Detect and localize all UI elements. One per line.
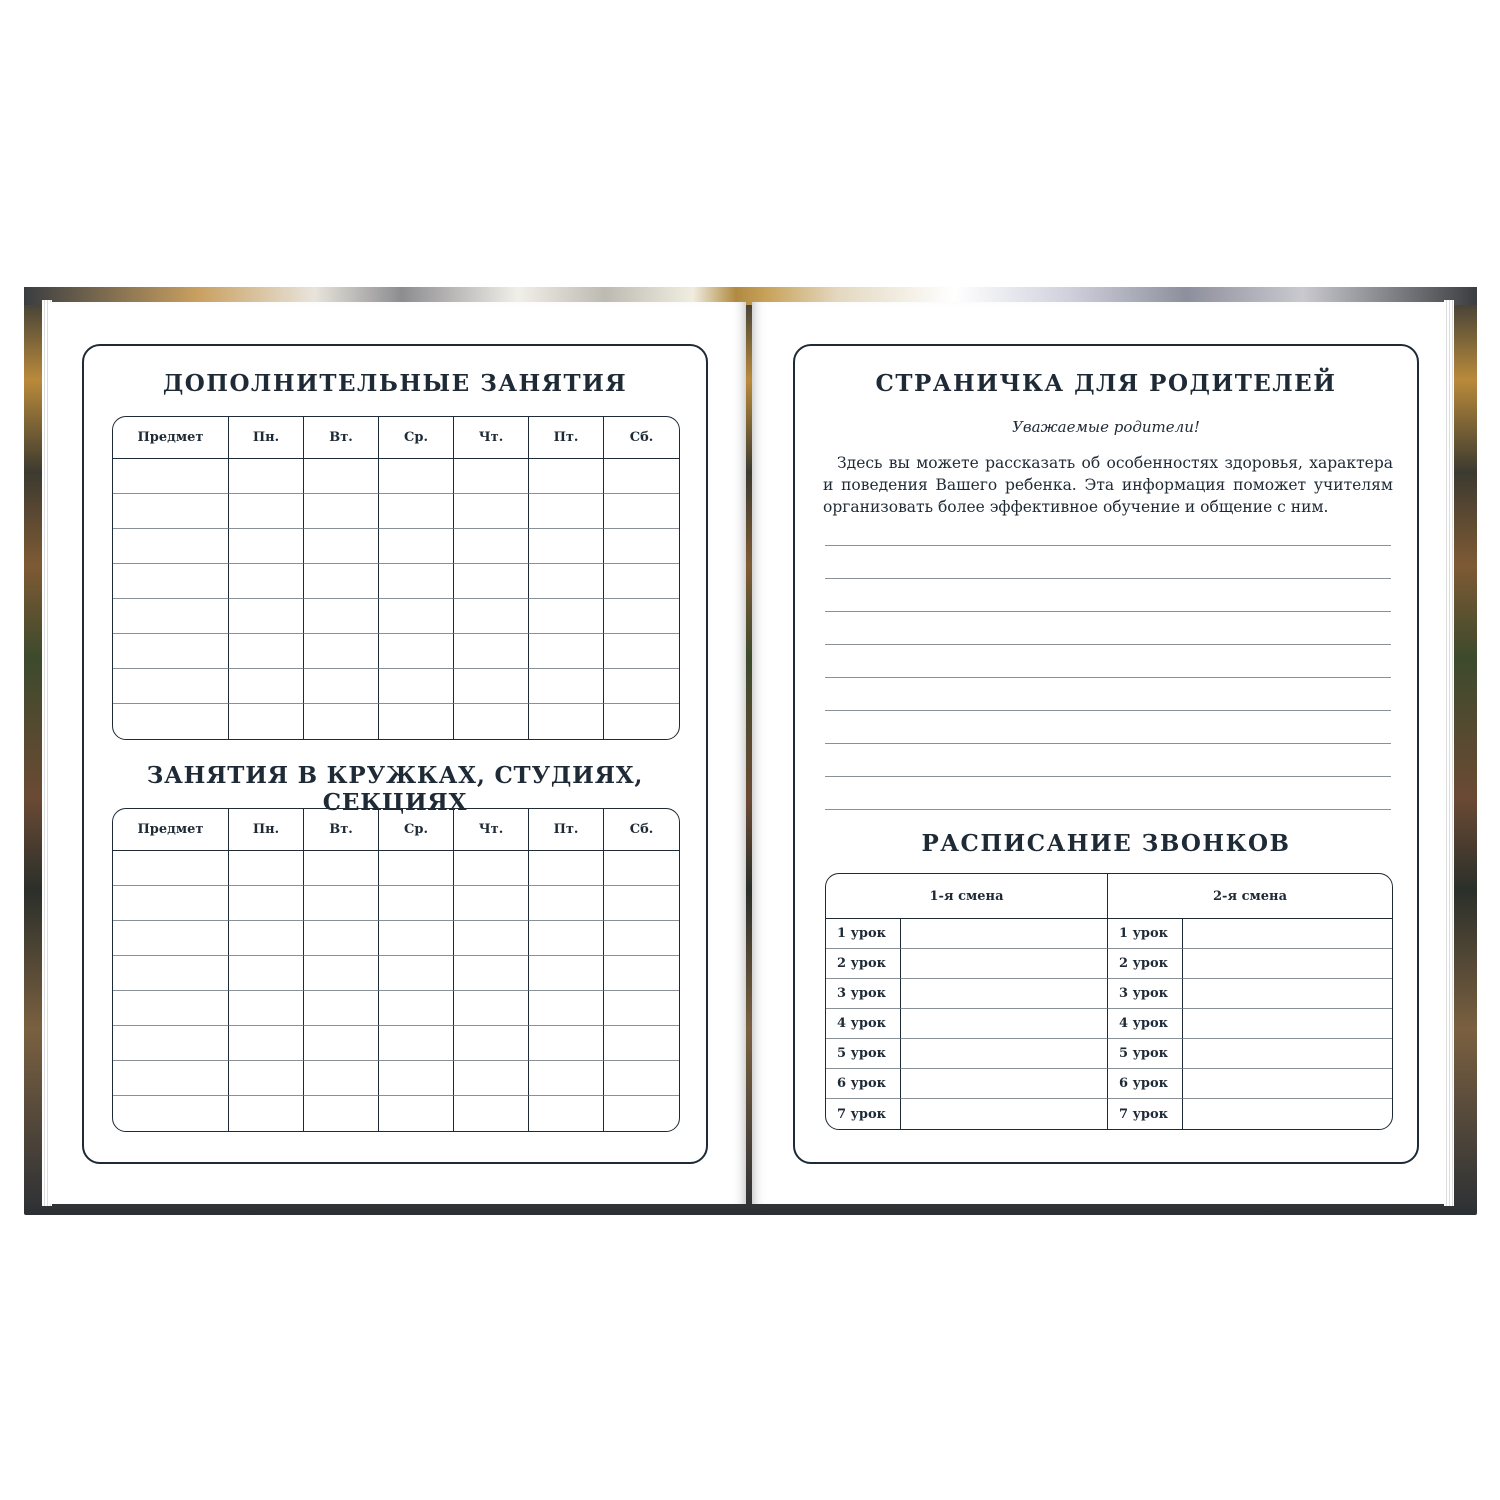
left-panel: [82, 344, 708, 1164]
table-cell[interactable]: [454, 494, 529, 529]
lesson-time-cell[interactable]: [901, 949, 1108, 979]
column-header: Ср.: [379, 417, 454, 459]
table-cell[interactable]: [454, 1026, 529, 1061]
writing-line[interactable]: [825, 743, 1391, 744]
lesson-row: [826, 1099, 1392, 1129]
table-cell[interactable]: [529, 704, 604, 739]
table-cell[interactable]: [604, 564, 679, 599]
parents-greeting: Уважаемые родители!: [1012, 418, 1200, 436]
table-row: [113, 599, 679, 634]
table-cell[interactable]: [529, 459, 604, 494]
table-row: [113, 1096, 679, 1131]
table-cell[interactable]: [529, 1061, 604, 1096]
writing-line[interactable]: [825, 545, 1391, 546]
table-cell[interactable]: [454, 991, 529, 1026]
table-cell[interactable]: [113, 1061, 229, 1096]
table-cell[interactable]: [113, 634, 229, 669]
column-header: Ср.: [379, 809, 454, 851]
lesson-label: 4 урок: [1108, 1009, 1183, 1039]
table-cell[interactable]: [113, 669, 229, 704]
lesson-time-cell[interactable]: [1183, 1009, 1392, 1039]
lesson-time-cell[interactable]: [1183, 979, 1392, 1009]
table-cell[interactable]: [113, 991, 229, 1026]
shift1-header: 1-я смена: [826, 874, 1108, 919]
lesson-label: 5 урок: [1108, 1039, 1183, 1069]
table-cell[interactable]: [304, 1096, 379, 1131]
column-header: Предмет: [113, 417, 229, 459]
lesson-time-cell[interactable]: [901, 1099, 1108, 1129]
column-header: Пн.: [229, 809, 304, 851]
table-cell[interactable]: [304, 851, 379, 886]
table-cell[interactable]: [529, 851, 604, 886]
writing-line[interactable]: [825, 710, 1391, 711]
table-cell[interactable]: [529, 599, 604, 634]
lesson-label: 1 урок: [1108, 919, 1183, 949]
table-cell[interactable]: [529, 921, 604, 956]
table-cell[interactable]: [379, 921, 454, 956]
column-header: Пт.: [529, 417, 604, 459]
shift2-header: 2-я смена: [1108, 874, 1392, 919]
lesson-time-cell[interactable]: [1183, 1069, 1392, 1099]
table-cell[interactable]: [113, 704, 229, 739]
lesson-label: 4 урок: [826, 1009, 901, 1039]
lesson-label: 3 урок: [1108, 979, 1183, 1009]
lesson-label: 3 урок: [826, 979, 901, 1009]
lesson-label: 2 урок: [1108, 949, 1183, 979]
table-cell[interactable]: [454, 564, 529, 599]
table-cell[interactable]: [529, 1096, 604, 1131]
table-cell[interactable]: [604, 634, 679, 669]
table-cell[interactable]: [113, 1096, 229, 1131]
table-cell[interactable]: [604, 956, 679, 991]
table-row: [113, 564, 679, 599]
lesson-row: [826, 979, 1392, 1009]
table-cell[interactable]: [229, 991, 304, 1026]
table-row: [113, 634, 679, 669]
lesson-row: [826, 1039, 1392, 1069]
table-cell[interactable]: [604, 704, 679, 739]
table-cell[interactable]: [229, 634, 304, 669]
column-header: Вт.: [304, 809, 379, 851]
column-header: Чт.: [454, 809, 529, 851]
table-cell[interactable]: [113, 851, 229, 886]
table-cell[interactable]: [229, 1026, 304, 1061]
table-cell[interactable]: [454, 921, 529, 956]
table-cell[interactable]: [529, 956, 604, 991]
extra-classes-table: [112, 416, 680, 740]
table-cell[interactable]: [604, 529, 679, 564]
table-cell[interactable]: [379, 459, 454, 494]
lesson-label: 2 урок: [826, 949, 901, 979]
lesson-time-cell[interactable]: [901, 919, 1108, 949]
table-cell[interactable]: [304, 1061, 379, 1096]
lesson-time-cell[interactable]: [1183, 919, 1392, 949]
lesson-time-cell[interactable]: [901, 1009, 1108, 1039]
table-cell[interactable]: [379, 1096, 454, 1131]
right-panel: [793, 344, 1419, 1164]
table-cell[interactable]: [229, 1096, 304, 1131]
column-header: Чт.: [454, 417, 529, 459]
table-cell[interactable]: [379, 564, 454, 599]
table-cell[interactable]: [113, 599, 229, 634]
table-cell[interactable]: [454, 1061, 529, 1096]
table-row: [113, 1061, 679, 1096]
table-cell[interactable]: [379, 1026, 454, 1061]
table-cell[interactable]: [529, 494, 604, 529]
table-cell[interactable]: [304, 529, 379, 564]
table-cell[interactable]: [304, 1026, 379, 1061]
table-cell[interactable]: [454, 669, 529, 704]
table-cell[interactable]: [229, 1061, 304, 1096]
table-cell[interactable]: [604, 669, 679, 704]
table-cell[interactable]: [113, 529, 229, 564]
table-row: [113, 1026, 679, 1061]
table-cell[interactable]: [379, 851, 454, 886]
table-cell[interactable]: [304, 634, 379, 669]
table-cell[interactable]: [454, 599, 529, 634]
table-cell[interactable]: [529, 991, 604, 1026]
table-row: [113, 851, 679, 886]
lesson-label: 7 урок: [1108, 1099, 1183, 1129]
table-cell[interactable]: [604, 991, 679, 1026]
table-cell[interactable]: [379, 599, 454, 634]
lesson-row: [826, 949, 1392, 979]
writing-line[interactable]: [825, 776, 1391, 777]
table-cell[interactable]: [229, 956, 304, 991]
extra-classes-title: ДОПОЛНИТЕЛЬНЫЕ ЗАНЯТИЯ: [162, 370, 628, 397]
writing-line[interactable]: [825, 809, 1391, 810]
parents-page-title: СТРАНИЧКА ДЛЯ РОДИТЕЛЕЙ: [875, 370, 1337, 397]
table-cell[interactable]: [304, 991, 379, 1026]
table-cell[interactable]: [229, 851, 304, 886]
table-cell[interactable]: [304, 494, 379, 529]
lesson-time-cell[interactable]: [901, 1039, 1108, 1069]
lesson-time-cell[interactable]: [1183, 949, 1392, 979]
table-cell[interactable]: [229, 599, 304, 634]
column-header: Пт.: [529, 809, 604, 851]
table-cell[interactable]: [454, 704, 529, 739]
table-cell[interactable]: [529, 564, 604, 599]
lesson-row: [826, 919, 1392, 949]
table-cell[interactable]: [304, 956, 379, 991]
table-cell[interactable]: [113, 459, 229, 494]
table-cell[interactable]: [604, 599, 679, 634]
writing-line[interactable]: [825, 578, 1391, 579]
table-cell[interactable]: [529, 886, 604, 921]
bell-schedule-table: [825, 873, 1393, 1130]
table-cell[interactable]: [379, 704, 454, 739]
table-cell[interactable]: [529, 669, 604, 704]
table-cell[interactable]: [604, 459, 679, 494]
table-cell[interactable]: [379, 886, 454, 921]
table-cell[interactable]: [529, 634, 604, 669]
table-cell[interactable]: [229, 669, 304, 704]
lesson-label: 5 урок: [826, 1039, 901, 1069]
writing-line[interactable]: [825, 644, 1391, 645]
table-cell[interactable]: [229, 564, 304, 599]
table-cell[interactable]: [113, 956, 229, 991]
table-cell[interactable]: [229, 921, 304, 956]
table-cell[interactable]: [379, 494, 454, 529]
bell-schedule-title: РАСПИСАНИЕ ЗВОНКОВ: [921, 830, 1291, 857]
column-header: Сб.: [604, 417, 679, 459]
table-row: [113, 921, 679, 956]
lesson-time-cell[interactable]: [1183, 1099, 1392, 1129]
table-cell[interactable]: [379, 956, 454, 991]
table-cell[interactable]: [454, 529, 529, 564]
table-cell[interactable]: [304, 459, 379, 494]
table-cell[interactable]: [304, 704, 379, 739]
table-cell[interactable]: [604, 1096, 679, 1131]
table-cell[interactable]: [113, 494, 229, 529]
table-cell[interactable]: [229, 704, 304, 739]
lesson-row: [826, 1069, 1392, 1099]
table-cell[interactable]: [604, 921, 679, 956]
table-cell[interactable]: [604, 494, 679, 529]
writing-line[interactable]: [825, 677, 1391, 678]
lesson-row: [826, 1009, 1392, 1039]
column-header: Предмет: [113, 809, 229, 851]
lesson-label: 6 урок: [1108, 1069, 1183, 1099]
lesson-label: 7 урок: [826, 1099, 901, 1129]
table-row: [113, 459, 679, 494]
table-cell[interactable]: [304, 564, 379, 599]
table-cell[interactable]: [229, 459, 304, 494]
table-cell[interactable]: [113, 886, 229, 921]
table-cell[interactable]: [379, 991, 454, 1026]
table-cell[interactable]: [113, 1026, 229, 1061]
table-row: [113, 886, 679, 921]
table-cell[interactable]: [304, 599, 379, 634]
table-cell[interactable]: [529, 529, 604, 564]
column-header: Сб.: [604, 809, 679, 851]
table-cell[interactable]: [454, 851, 529, 886]
table-cell[interactable]: [113, 921, 229, 956]
lesson-time-cell[interactable]: [901, 979, 1108, 1009]
table-cell[interactable]: [304, 669, 379, 704]
table-cell[interactable]: [229, 886, 304, 921]
column-header: Вт.: [304, 417, 379, 459]
table-cell[interactable]: [604, 1061, 679, 1096]
lesson-time-cell[interactable]: [1183, 1039, 1392, 1069]
table-cell[interactable]: [113, 564, 229, 599]
table-cell[interactable]: [454, 634, 529, 669]
table-cell[interactable]: [454, 459, 529, 494]
table-cell[interactable]: [229, 529, 304, 564]
table-cell[interactable]: [604, 886, 679, 921]
table-row: [113, 704, 679, 739]
table-cell[interactable]: [379, 669, 454, 704]
clubs-table: [112, 808, 680, 1132]
table-cell[interactable]: [454, 886, 529, 921]
lesson-time-cell[interactable]: [901, 1069, 1108, 1099]
table-cell[interactable]: [304, 921, 379, 956]
table-cell[interactable]: [604, 1026, 679, 1061]
table-row: [113, 669, 679, 704]
table-cell[interactable]: [304, 886, 379, 921]
lesson-label: 6 урок: [826, 1069, 901, 1099]
table-cell[interactable]: [454, 1096, 529, 1131]
table-cell[interactable]: [529, 1026, 604, 1061]
table-cell[interactable]: [379, 634, 454, 669]
writing-line[interactable]: [825, 611, 1391, 612]
table-cell[interactable]: [379, 529, 454, 564]
table-row: [113, 529, 679, 564]
parents-intro-text: Здесь вы можете рассказать об особенностях здоровья, характера и поведения Вашего ребенка. Эта информация поможет учителям организовать более эффективное обучение и общение с ним.: [823, 454, 1393, 516]
table-row: [113, 991, 679, 1026]
clubs-title: ЗАНЯТИЯ В КРУЖКАХ, СТУДИЯХ, СЕКЦИЯХ: [146, 762, 644, 816]
lesson-label: 1 урок: [826, 919, 901, 949]
table-cell[interactable]: [454, 956, 529, 991]
table-cell[interactable]: [229, 494, 304, 529]
table-row: [113, 494, 679, 529]
table-cell[interactable]: [604, 851, 679, 886]
table-cell[interactable]: [379, 1061, 454, 1096]
column-header: Пн.: [229, 417, 304, 459]
table-row: [113, 956, 679, 991]
